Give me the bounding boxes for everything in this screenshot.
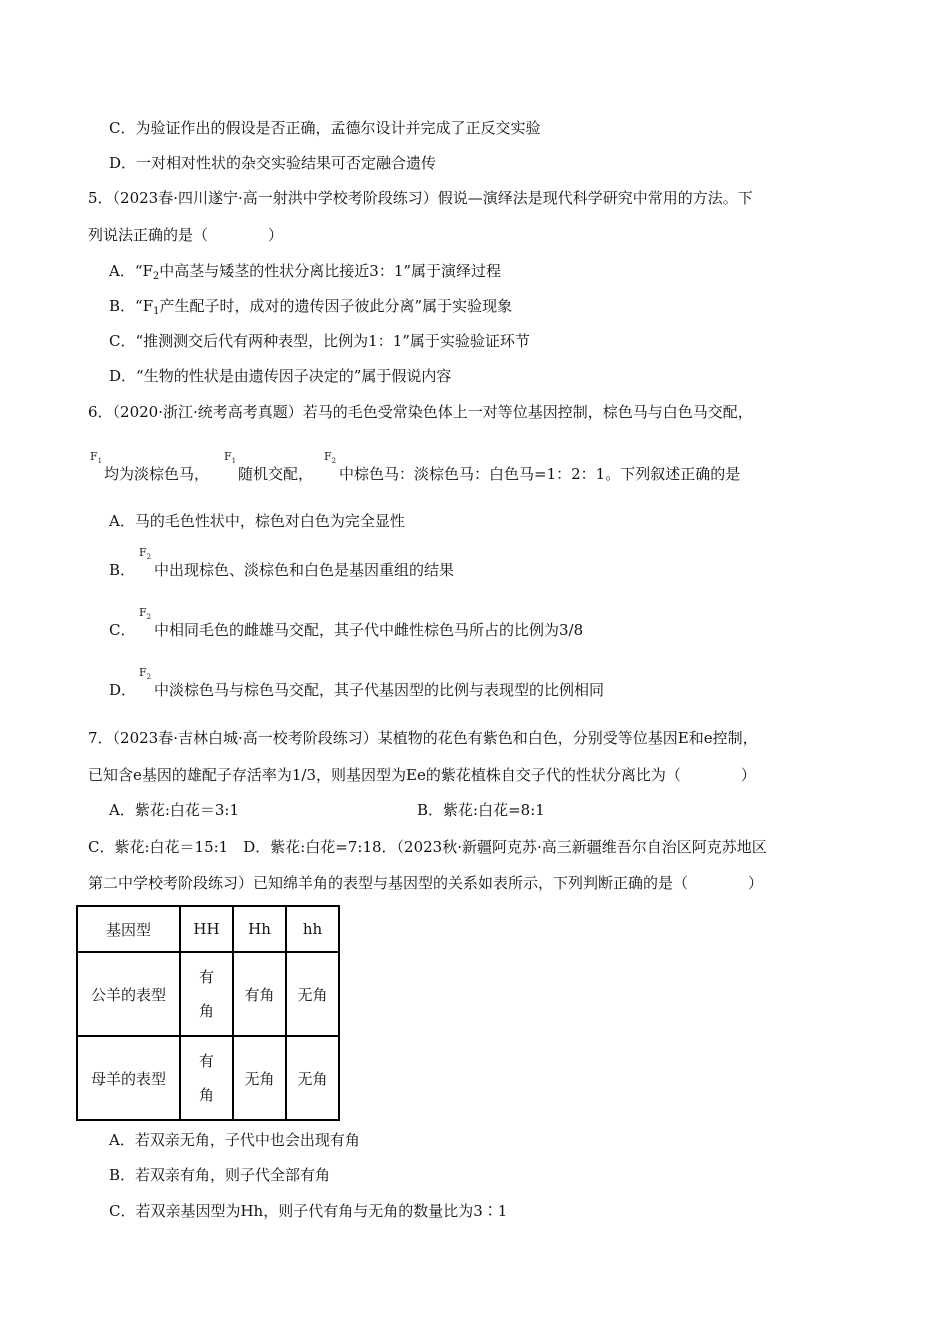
table-cell (180, 952, 233, 1036)
q6-option-b-label: B． (109, 561, 136, 579)
q8-option-c: C．若双亲基因型为Hh，则子代有角与无角的数量比为3∶1 (109, 1202, 508, 1220)
q7-stem-line1: 7．（2023春·吉林白城·高一校考阶段练习）某植物的花色有紫色和白色，分别受等位基因E和e控制， (88, 729, 758, 747)
q6-option-d-label: D． (109, 681, 137, 699)
q6-option-a: A．马的毛色性状中，棕色对白色为完全显性 (109, 512, 405, 530)
table-cell: 无角 (233, 1036, 286, 1120)
q6-stem-part-b: 随机交配， (238, 465, 314, 483)
q6-option-c-f2-symbol: $F_2$ (139, 606, 152, 621)
table-row-label-ram: 公羊的表型 (77, 952, 180, 1036)
q8-option-a: A．若双亲无角，子代中也会出现有角 (109, 1131, 360, 1149)
q5-option-c: C．“推测测交后代有两种表型，比例为1：1”属于实验验证环节 (109, 332, 530, 350)
q7-options-cd-q8-stem: C．紫花:白花＝15:1 D．紫花:白花=7:18．（2023秋·新疆阿克苏·高三新疆维吾尔自治区阿克苏地区 (88, 838, 767, 856)
q6-f1-symbol-1: $F_1$ (90, 450, 103, 465)
q6-stem-part-a: 均为淡棕色马， (104, 465, 210, 483)
q7-option-b: B．紫花:白花=8:1 (417, 801, 545, 819)
q7-option-a: A．紫花:白花＝3:1 (109, 801, 240, 819)
table-cell-line2: 角 (198, 1002, 214, 1020)
table-header-Hh: Hh (233, 906, 286, 952)
q8-stem-line2: 第二中学校考阶段练习）已知绵羊角的表型与基因型的关系如表所示，下列判断正确的是（ ） (88, 874, 764, 892)
table-cell (180, 1036, 233, 1120)
q8-option-b: B．若双亲有角，则子代全部有角 (109, 1166, 331, 1184)
genotype-phenotype-table (76, 905, 340, 1121)
table-header-genotype: 基因型 (77, 906, 180, 952)
q6-stem-part-c: 中棕色马：淡棕色马：白色马=1：2：1。下列叙述正确的是 (339, 465, 741, 483)
q6-option-d-f2-symbol: $F_2$ (139, 666, 152, 681)
q5-stem-line2: 列说法正确的是（ ） (88, 226, 284, 244)
table-row (77, 952, 339, 1036)
q5-option-a-pre: A．“F (109, 262, 153, 280)
q5-option-b-sub: 1 (153, 306, 160, 317)
table-cell-line1: 有 (198, 968, 214, 986)
q7-stem-line2: 已知含e基因的雄配子存活率为1/3，则基因型为Ee的紫花植株自交子代的性状分离比为（ ） (88, 766, 756, 784)
q6-option-b-f2-symbol: $F_2$ (139, 546, 152, 561)
q6-f1-symbol-2: $F_1$ (224, 450, 237, 465)
q6-option-b-text: 中出现棕色、淡棕色和白色是基因重组的结果 (154, 561, 455, 579)
table-cell: 无角 (286, 1036, 339, 1120)
q6-option-c-text: 中相同毛色的雌雄马交配，其子代中雌性棕色马所占的比例为3/8 (154, 621, 584, 639)
table-cell-line1: 有 (198, 1052, 214, 1070)
q5-option-a-post: 中高茎与矮茎的性状分离比接近3：1”属于演绎过程 (159, 262, 502, 280)
q5-option-a-sub: 2 (152, 271, 160, 282)
table-cell: 有角 (233, 952, 286, 1036)
q5-option-d: D．“生物的性状是由遗传因子决定的”属于假说内容 (109, 367, 452, 385)
table-row (77, 1036, 339, 1120)
q5-option-b-pre: B．“F (109, 297, 154, 315)
q5-option-a (109, 261, 501, 287)
table-cell-line2: 角 (198, 1086, 214, 1104)
q5-option-b-post: 产生配子时，成对的遗传因子彼此分离”属于实验现象 (159, 297, 513, 315)
q6-stem-line1: 6．（2020·浙江·统考高考真题）若马的毛色受常染色体上一对等位基因控制，棕色马与白色马交配， (88, 403, 753, 421)
q6-option-d-text: 中淡棕色马与棕色马交配，其子代基因型的比例与表现型的比例相同 (154, 681, 605, 699)
q6-option-c-label: C． (109, 621, 136, 639)
q6-f2-symbol: $F_2$ (324, 450, 337, 465)
table-header-hh: hh (286, 906, 339, 952)
table-header-row (77, 906, 339, 952)
q5-option-b (109, 296, 512, 322)
q5-stem-line1: 5．（2023春·四川遂宁·高一射洪中学校考阶段练习）假说—演绎法是现代科学研究中常用的方法。下 (88, 189, 753, 207)
q4-option-c: C．为验证作出的假设是否正确，孟德尔设计并完成了正反交实验 (109, 119, 541, 137)
table-row-label-ewe: 母羊的表型 (77, 1036, 180, 1120)
q4-option-d: D．一对相对性状的杂交实验结果可否定融合遗传 (109, 154, 437, 172)
table-header-HH: HH (180, 906, 233, 952)
table-cell: 无角 (286, 952, 339, 1036)
